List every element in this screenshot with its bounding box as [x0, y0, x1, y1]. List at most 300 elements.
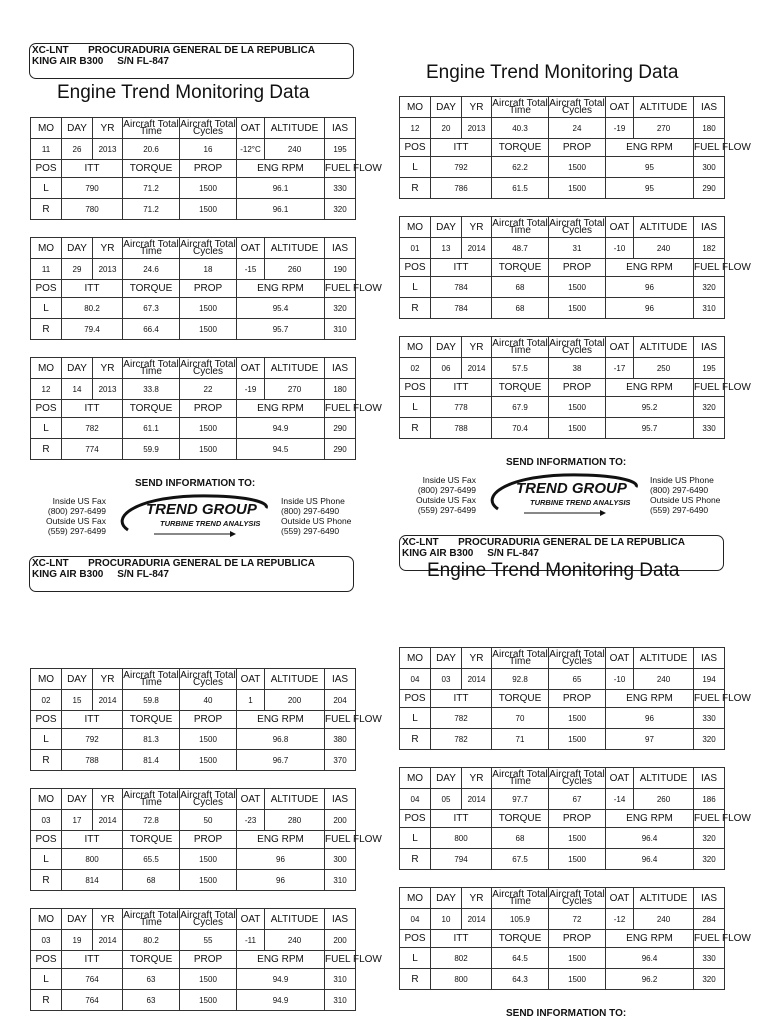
engine-ff: 320	[694, 397, 725, 418]
value-alt: 260	[265, 259, 325, 280]
engine-itt: 802	[431, 948, 492, 969]
value-day: 17	[62, 810, 93, 831]
col-header-oat: OAT	[237, 669, 265, 690]
value-time: 97.7	[492, 789, 549, 810]
page-title: Engine Trend Monitoring Data	[426, 62, 679, 83]
engine-rpm: 96	[606, 298, 694, 319]
col-header-yr: YR	[93, 669, 123, 690]
col-header-time: Aircraft Total Time	[123, 119, 179, 137]
engine-pos: R	[31, 870, 62, 891]
col-header-mo: MO	[400, 217, 431, 238]
col-header-time: Aircraft Total Time	[123, 790, 179, 808]
col-header-cycles: Aircraft Total Cycles	[180, 910, 236, 928]
value-day: 19	[62, 930, 93, 951]
value-cycles: 67	[549, 789, 606, 810]
value-alt: 280	[265, 810, 325, 831]
col-header-day: DAY	[62, 909, 93, 930]
col-header-mo: MO	[31, 909, 62, 930]
col-header-rpm: ENG RPM	[606, 930, 694, 948]
col-header-prop: PROP	[180, 400, 237, 418]
engine-torque: 67.3	[123, 298, 180, 319]
value-yr: 2014	[462, 238, 492, 259]
col-header-yr: YR	[93, 238, 123, 259]
col-header-torque: TORQUE	[492, 810, 549, 828]
col-header-ff: FUEL FLOW	[325, 831, 356, 849]
value-ias: 200	[325, 930, 356, 951]
col-header-rpm: ENG RPM	[606, 259, 694, 277]
col-header-cycles: Aircraft Total Cycles	[549, 338, 605, 356]
value-alt: 270	[634, 118, 694, 139]
col-header-cycles: Aircraft Total Cycles	[549, 218, 605, 236]
col-header-day: DAY	[62, 238, 93, 259]
col-header-ff: FUEL FLOW	[325, 400, 356, 418]
col-header-ias: IAS	[325, 669, 356, 690]
aircraft-model: KING AIR B300	[32, 56, 104, 67]
value-ias: 182	[694, 238, 725, 259]
engine-ff: 310	[325, 969, 356, 990]
engine-rpm: 96.4	[606, 828, 694, 849]
value-oat: -12	[606, 909, 634, 930]
value-yr: 2014	[462, 789, 492, 810]
col-header-pos: POS	[400, 690, 431, 708]
col-header-pos: POS	[31, 831, 62, 849]
value-oat: -10	[606, 238, 634, 259]
value-day: 26	[62, 139, 93, 160]
value-oat: 1	[237, 690, 265, 711]
col-header-oat: OAT	[606, 768, 634, 789]
col-header-torque: TORQUE	[492, 139, 549, 157]
value-oat: -14	[606, 789, 634, 810]
engine-itt: 800	[431, 828, 492, 849]
value-cycles: 38	[549, 358, 606, 379]
send-info-title: SEND INFORMATION TO:	[135, 478, 256, 489]
col-header-prop: PROP	[180, 280, 237, 298]
inside-fax-number: (800) 297-6499	[417, 485, 476, 495]
engine-pos: R	[400, 178, 431, 199]
engine-rpm: 96.2	[606, 969, 694, 990]
engine-rpm: 95.4	[237, 298, 325, 319]
col-header-rpm: ENG RPM	[237, 951, 325, 969]
col-header-day: DAY	[431, 337, 462, 358]
engine-pos: L	[400, 708, 431, 729]
engine-torque: 64.5	[492, 948, 549, 969]
trend-record-table	[399, 887, 751, 990]
engine-rpm: 95.7	[237, 319, 325, 340]
col-header-itt: ITT	[62, 400, 123, 418]
value-alt: 250	[634, 358, 694, 379]
col-header-prop: PROP	[180, 160, 237, 178]
trend-record-table	[399, 336, 751, 439]
col-header-oat: OAT	[606, 337, 634, 358]
trend-record-table	[399, 96, 751, 199]
engine-itt: 784	[431, 277, 492, 298]
engine-rpm: 96.4	[606, 849, 694, 870]
value-cycles: 50	[180, 810, 237, 831]
logo-swoosh-icon	[114, 490, 274, 540]
col-header-itt: ITT	[62, 160, 123, 178]
col-header-alt: ALTITUDE	[265, 669, 325, 690]
trend-record-table	[30, 908, 382, 1011]
page-title: Engine Trend Monitoring Data	[427, 560, 680, 581]
col-header-cycles: Aircraft Total Cycles	[180, 790, 236, 808]
engine-itt: 784	[431, 298, 492, 319]
value-time: 72.8	[123, 810, 180, 831]
trend-record-table	[30, 357, 382, 460]
engine-ff: 290	[325, 439, 356, 460]
engine-rpm: 96	[606, 277, 694, 298]
logo-name: TREND GROUP	[516, 480, 627, 497]
value-day: 20	[431, 118, 462, 139]
engine-rpm: 95	[606, 157, 694, 178]
engine-rpm: 94.9	[237, 418, 325, 439]
outside-fax-number: (559) 297-6499	[417, 505, 476, 515]
engine-torque: 63	[123, 990, 180, 1011]
col-header-rpm: ENG RPM	[606, 810, 694, 828]
value-mo: 12	[31, 379, 62, 400]
trend-record-table	[30, 668, 382, 771]
trend-record-table	[30, 237, 382, 340]
value-day: 06	[431, 358, 462, 379]
engine-prop: 1500	[180, 319, 237, 340]
engine-torque: 70	[492, 708, 549, 729]
engine-rpm: 96.1	[237, 199, 325, 220]
value-cycles: 55	[180, 930, 237, 951]
trend-record-table	[30, 788, 382, 891]
value-ias: 284	[694, 909, 725, 930]
value-mo: 02	[31, 690, 62, 711]
col-header-prop: PROP	[180, 831, 237, 849]
col-header-oat: OAT	[237, 909, 265, 930]
col-header-itt: ITT	[62, 280, 123, 298]
col-header-day: DAY	[431, 97, 462, 118]
trend-group-logo	[484, 469, 644, 519]
col-header-rpm: ENG RPM	[237, 400, 325, 418]
value-ias: 190	[325, 259, 356, 280]
engine-prop: 1500	[180, 849, 237, 870]
value-alt: 240	[265, 139, 325, 160]
col-header-ff: FUEL FLOW	[325, 160, 356, 178]
engine-torque: 81.3	[123, 729, 180, 750]
value-day: 05	[431, 789, 462, 810]
engine-pos: R	[31, 439, 62, 460]
col-header-itt: ITT	[431, 379, 492, 397]
value-time: 92.8	[492, 669, 549, 690]
value-mo: 11	[31, 259, 62, 280]
col-header-prop: PROP	[549, 379, 606, 397]
engine-ff: 330	[325, 178, 356, 199]
engine-itt: 782	[431, 708, 492, 729]
engine-rpm: 94.5	[237, 439, 325, 460]
serial-number: S/N FL-847	[117, 569, 169, 580]
value-yr: 2014	[462, 358, 492, 379]
value-alt: 270	[265, 379, 325, 400]
engine-prop: 1500	[549, 277, 606, 298]
col-header-ias: IAS	[325, 909, 356, 930]
engine-prop: 1500	[549, 969, 606, 990]
col-header-mo: MO	[31, 789, 62, 810]
engine-rpm: 96	[237, 849, 325, 870]
trend-record-table	[30, 117, 382, 220]
engine-prop: 1500	[549, 418, 606, 439]
outside-fax-label: Outside US Fax	[416, 495, 476, 505]
engine-itt: 800	[431, 969, 492, 990]
col-header-ff: FUEL FLOW	[694, 810, 725, 828]
engine-rpm: 95.2	[606, 397, 694, 418]
col-header-ff: FUEL FLOW	[694, 690, 725, 708]
outside-fax-number: (559) 297-6499	[47, 526, 106, 536]
value-yr: 2014	[93, 690, 123, 711]
engine-pos: R	[400, 298, 431, 319]
col-header-alt: ALTITUDE	[634, 217, 694, 238]
col-header-itt: ITT	[431, 810, 492, 828]
col-header-rpm: ENG RPM	[606, 379, 694, 397]
engine-ff: 320	[694, 969, 725, 990]
value-cycles: 24	[549, 118, 606, 139]
engine-prop: 1500	[180, 990, 237, 1011]
value-yr: 2013	[462, 118, 492, 139]
col-header-alt: ALTITUDE	[265, 909, 325, 930]
outside-phone-label: Outside US Phone	[650, 495, 721, 505]
col-header-yr: YR	[93, 358, 123, 379]
col-header-pos: POS	[31, 160, 62, 178]
col-header-pos: POS	[31, 951, 62, 969]
value-ias: 204	[325, 690, 356, 711]
col-header-alt: ALTITUDE	[634, 337, 694, 358]
engine-torque: 68	[492, 277, 549, 298]
engine-torque: 67.9	[492, 397, 549, 418]
col-header-torque: TORQUE	[492, 930, 549, 948]
serial-number: S/N FL-847	[117, 56, 169, 67]
inside-phone-label: Inside US Phone	[650, 475, 714, 485]
col-header-ff: FUEL FLOW	[325, 280, 356, 298]
value-time: 57.5	[492, 358, 549, 379]
col-header-yr: YR	[93, 789, 123, 810]
col-header-pos: POS	[31, 280, 62, 298]
engine-itt: 788	[431, 418, 492, 439]
col-header-rpm: ENG RPM	[237, 711, 325, 729]
value-mo: 02	[400, 358, 431, 379]
col-header-torque: TORQUE	[492, 690, 549, 708]
owner: PROCURADURIA GENERAL DE LA REPUBLICA	[88, 558, 315, 569]
engine-rpm: 95	[606, 178, 694, 199]
engine-pos: R	[31, 750, 62, 771]
outside-phone-label: Outside US Phone	[281, 516, 352, 526]
engine-pos: L	[31, 969, 62, 990]
engine-pos: L	[31, 298, 62, 319]
logo-tagline: TURBINE TREND ANALYSIS	[530, 498, 631, 507]
engine-pos: L	[400, 397, 431, 418]
outside-phone-number: (559) 297-6490	[650, 505, 709, 515]
registration: XC-LNT	[402, 537, 439, 548]
col-header-prop: PROP	[180, 951, 237, 969]
engine-ff: 370	[325, 750, 356, 771]
col-header-yr: YR	[462, 217, 492, 238]
col-header-alt: ALTITUDE	[265, 358, 325, 379]
engine-prop: 1500	[549, 849, 606, 870]
fax-contacts	[42, 496, 106, 536]
value-oat: -23	[237, 810, 265, 831]
col-header-pos: POS	[400, 930, 431, 948]
engine-ff: 320	[694, 277, 725, 298]
engine-ff: 320	[694, 828, 725, 849]
value-alt: 260	[634, 789, 694, 810]
value-time: 105.9	[492, 909, 549, 930]
engine-prop: 1500	[180, 298, 237, 319]
col-header-mo: MO	[400, 888, 431, 909]
engine-ff: 310	[325, 870, 356, 891]
col-header-rpm: ENG RPM	[237, 831, 325, 849]
col-header-day: DAY	[62, 118, 93, 139]
engine-ff: 320	[325, 199, 356, 220]
col-header-yr: YR	[462, 97, 492, 118]
aircraft-header	[29, 43, 354, 79]
col-header-itt: ITT	[62, 711, 123, 729]
col-header-oat: OAT	[606, 648, 634, 669]
col-header-prop: PROP	[549, 690, 606, 708]
value-yr: 2013	[93, 139, 123, 160]
engine-ff: 290	[325, 418, 356, 439]
col-header-mo: MO	[31, 358, 62, 379]
col-header-itt: ITT	[431, 690, 492, 708]
value-ias: 180	[325, 379, 356, 400]
serial-number: S/N FL-847	[487, 548, 539, 559]
col-header-time: Aircraft Total Time	[492, 98, 548, 116]
engine-prop: 1500	[180, 418, 237, 439]
engine-torque: 59.9	[123, 439, 180, 460]
col-header-itt: ITT	[431, 259, 492, 277]
engine-torque: 66.4	[123, 319, 180, 340]
col-header-mo: MO	[400, 648, 431, 669]
engine-ff: 300	[325, 849, 356, 870]
col-header-itt: ITT	[431, 930, 492, 948]
col-header-oat: OAT	[606, 217, 634, 238]
col-header-ias: IAS	[694, 768, 725, 789]
engine-ff: 310	[325, 990, 356, 1011]
col-header-time: Aircraft Total Time	[492, 218, 548, 236]
engine-rpm: 96.4	[606, 948, 694, 969]
engine-torque: 70.4	[492, 418, 549, 439]
inside-fax-label: Inside US Fax	[52, 496, 106, 506]
value-yr: 2014	[462, 909, 492, 930]
col-header-cycles: Aircraft Total Cycles	[549, 889, 605, 907]
value-oat: -11	[237, 930, 265, 951]
value-oat: -12°C	[237, 139, 265, 160]
value-mo: 04	[400, 789, 431, 810]
engine-prop: 1500	[180, 729, 237, 750]
owner: PROCURADURIA GENERAL DE LA REPUBLICA	[88, 45, 315, 56]
engine-ff: 320	[694, 849, 725, 870]
col-header-mo: MO	[400, 97, 431, 118]
col-header-oat: OAT	[237, 238, 265, 259]
value-day: 13	[431, 238, 462, 259]
col-header-time: Aircraft Total Time	[123, 359, 179, 377]
engine-itt: 764	[62, 969, 123, 990]
engine-prop: 1500	[180, 750, 237, 771]
engine-torque: 81.4	[123, 750, 180, 771]
value-mo: 11	[31, 139, 62, 160]
col-header-prop: PROP	[549, 810, 606, 828]
value-time: 59.8	[123, 690, 180, 711]
col-header-alt: ALTITUDE	[634, 768, 694, 789]
value-mo: 01	[400, 238, 431, 259]
engine-ff: 330	[694, 708, 725, 729]
value-alt: 240	[634, 238, 694, 259]
value-alt: 240	[634, 669, 694, 690]
value-day: 14	[62, 379, 93, 400]
value-mo: 03	[31, 930, 62, 951]
col-header-ias: IAS	[325, 118, 356, 139]
value-oat: -19	[237, 379, 265, 400]
col-header-ias: IAS	[694, 337, 725, 358]
value-alt: 200	[265, 690, 325, 711]
col-header-prop: PROP	[180, 711, 237, 729]
col-header-oat: OAT	[606, 888, 634, 909]
col-header-rpm: ENG RPM	[237, 280, 325, 298]
col-header-torque: TORQUE	[123, 400, 180, 418]
engine-prop: 1500	[549, 157, 606, 178]
value-time: 40.3	[492, 118, 549, 139]
value-oat: -15	[237, 259, 265, 280]
col-header-rpm: ENG RPM	[606, 139, 694, 157]
col-header-day: DAY	[431, 217, 462, 238]
col-header-alt: ALTITUDE	[634, 97, 694, 118]
inside-fax-number: (800) 297-6499	[47, 506, 106, 516]
value-cycles: 16	[180, 139, 237, 160]
engine-itt: 794	[431, 849, 492, 870]
logo-swoosh-icon	[484, 469, 644, 519]
value-day: 15	[62, 690, 93, 711]
col-header-torque: TORQUE	[123, 160, 180, 178]
engine-rpm: 96	[606, 708, 694, 729]
value-ias: 200	[325, 810, 356, 831]
col-header-cycles: Aircraft Total Cycles	[549, 98, 605, 116]
engine-torque: 65.5	[123, 849, 180, 870]
col-header-cycles: Aircraft Total Cycles	[549, 649, 605, 667]
engine-prop: 1500	[549, 178, 606, 199]
engine-rpm: 96.8	[237, 729, 325, 750]
value-oat: -10	[606, 669, 634, 690]
col-header-alt: ALTITUDE	[634, 648, 694, 669]
value-cycles: 40	[180, 690, 237, 711]
logo-tagline: TURBINE TREND ANALYSIS	[160, 519, 261, 528]
col-header-pos: POS	[400, 259, 431, 277]
engine-prop: 1500	[549, 828, 606, 849]
col-header-torque: TORQUE	[123, 831, 180, 849]
value-ias: 195	[694, 358, 725, 379]
engine-pos: L	[400, 828, 431, 849]
col-header-ias: IAS	[325, 789, 356, 810]
engine-rpm: 94.9	[237, 990, 325, 1011]
engine-itt: 79.4	[62, 319, 123, 340]
engine-rpm: 94.9	[237, 969, 325, 990]
engine-pos: R	[400, 849, 431, 870]
engine-ff: 320	[694, 729, 725, 750]
col-header-yr: YR	[462, 337, 492, 358]
registration: XC-LNT	[32, 558, 69, 569]
inside-phone-label: Inside US Phone	[281, 496, 345, 506]
engine-pos: L	[31, 849, 62, 870]
engine-rpm: 97	[606, 729, 694, 750]
inside-phone-number: (800) 297-6490	[281, 506, 340, 516]
engine-prop: 1500	[180, 178, 237, 199]
col-header-ias: IAS	[694, 648, 725, 669]
engine-pos: L	[31, 178, 62, 199]
engine-itt: 800	[62, 849, 123, 870]
value-yr: 2014	[462, 669, 492, 690]
outside-fax-label: Outside US Fax	[46, 516, 106, 526]
col-header-pos: POS	[31, 400, 62, 418]
trend-group-logo	[114, 490, 274, 540]
